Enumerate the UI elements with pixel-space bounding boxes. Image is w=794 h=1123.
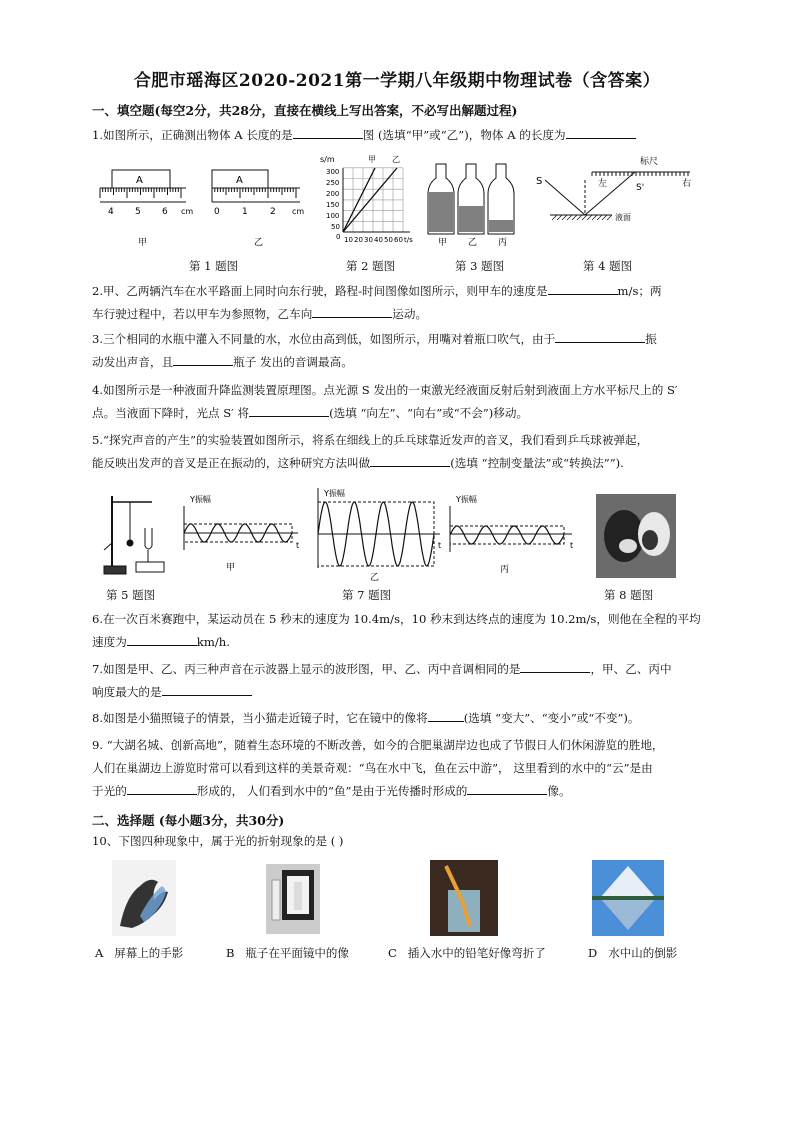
- q7-text-c: 响度最大的是: [92, 685, 162, 699]
- option-c-letter: C: [388, 946, 397, 960]
- fig2-xtick: 10: [344, 236, 353, 244]
- wave-bing-ylabel: Y振幅: [456, 495, 477, 504]
- question-6: [92, 608, 702, 654]
- bottle-yi: [458, 164, 484, 234]
- wave-jia-t: t: [296, 541, 300, 550]
- fig1-tick-4: 4: [108, 207, 114, 217]
- q4-text-b: 点。当液面下降时，光点 S′ 将: [92, 406, 250, 420]
- fig1-unit-left: cm: [181, 207, 194, 216]
- option-c-pencil-water-image: [430, 860, 498, 936]
- caption-fig1: 第 1 题图: [189, 259, 239, 273]
- q9-text-d: 形成的， 人们看到水中的“鱼”是由于光传播时形成的: [196, 784, 468, 798]
- option-d[interactable]: [588, 945, 677, 961]
- fig2-xlabel: t/s: [404, 236, 413, 244]
- option-c[interactable]: [388, 945, 546, 961]
- q8-text-a: 8.如图是小猫照镜子的情景，当小猫走近镜子时，它在镜中的像将: [92, 711, 428, 725]
- fig4-incident-ray: [545, 180, 585, 215]
- question-8: [92, 707, 702, 730]
- option-d-text: 水中山的倒影: [608, 946, 678, 960]
- wave-jia-ylabel: Y振幅: [190, 495, 211, 504]
- q2-blank-2[interactable]: [312, 304, 392, 318]
- wave-bing-name: 丙: [500, 565, 510, 575]
- wave-yi-ylabel: Y振幅: [324, 489, 345, 498]
- q2-text-a: 2.甲、乙两辆汽车在水平路面上同时向东行驶，路程-时间图像如图所示，则甲车的速度是: [92, 284, 548, 298]
- fig1-tick-5: 5: [135, 207, 141, 217]
- q5-text-b: 能反映出发声的音叉是正在振动的，这种研究方法叫做: [92, 456, 371, 470]
- q1-blank-1[interactable]: [293, 125, 363, 139]
- q3-blank-1[interactable]: [555, 329, 645, 343]
- fig4-right-label: 右: [682, 179, 692, 189]
- question-3: [92, 328, 702, 374]
- q7-blank-1[interactable]: [520, 659, 590, 673]
- caption-fig7: 第 7 题图: [342, 588, 392, 602]
- fig2-xtick: 30: [364, 236, 373, 244]
- fig2-graph: [320, 155, 413, 244]
- section-fill-in-heading: 一、填空题(每空2分，共28分，直接在横线上写出答案，不必写出解题过程): [92, 103, 518, 118]
- section-choice-heading: 二、选择题 (每小题3分，共30分): [92, 813, 285, 828]
- fig2-xtick: 50: [384, 236, 393, 244]
- q10-option-images: [0, 856, 794, 940]
- q9-text-a: 9. “大湖名城、创新高地”，随着生态环境的不断改善，如今的合肥巢湖岸边也成了节假日人们休闲游览的胜地，: [92, 738, 664, 752]
- question-10: 10、下图四种现象中，属于光的折射现象的是 ( ): [92, 834, 344, 848]
- wave-jia: [184, 494, 299, 573]
- fig4-image-label: S': [636, 183, 645, 193]
- fig2-label-jia: 甲: [368, 155, 376, 164]
- option-d-mountain-reflection-image: [592, 860, 664, 936]
- fig2-ytick: 250: [326, 179, 340, 187]
- fig4-source-label: S: [536, 176, 543, 187]
- fig2-xtick: 40: [374, 236, 383, 244]
- q1-text-b: 图 (选填“甲”或“乙”)，物体 A 的长度为: [362, 128, 566, 142]
- q9-blank-2[interactable]: [467, 781, 547, 795]
- fig2-xtick: 60: [394, 236, 403, 244]
- q5-text-a: 5.“探究声音的产生”的实验装置如图所示，将系在细线上的乒乓球靠近发声的音叉，我们看到乒乓球被弹起，: [92, 433, 649, 447]
- caption-fig4: 第 4 题图: [583, 259, 633, 273]
- q1-blank-2[interactable]: [566, 125, 636, 139]
- q5-blank-1[interactable]: [370, 453, 450, 467]
- fig2-xtick: 20: [354, 236, 363, 244]
- q2-text-d: 运动。: [392, 307, 428, 321]
- caption-fig5: 第 5 题图: [106, 588, 156, 602]
- option-a-hand-shadow-image: [112, 860, 176, 936]
- q8-blank-1[interactable]: [428, 708, 464, 722]
- fig1-tick-0: 0: [214, 207, 220, 217]
- figures-row-1: [0, 150, 794, 258]
- fig2-ytick: 150: [326, 201, 340, 209]
- fig2-ytick: 300: [326, 168, 340, 176]
- fig1-caption-yi: 乙: [254, 238, 264, 248]
- question-7: [92, 658, 702, 704]
- option-b-letter: B: [226, 946, 235, 960]
- option-a-text: 屏幕上的手影: [114, 946, 184, 960]
- fig4-left-label: 左: [598, 179, 608, 189]
- fig1-object-label-left: A: [136, 175, 143, 186]
- q6-text-b: 速度为: [92, 635, 127, 649]
- q6-text-c: km/h.: [196, 635, 230, 649]
- q8-text-b: (选填 “变大”、“变小”或“不变”)。: [463, 711, 640, 725]
- fig3-bottles: [428, 164, 514, 234]
- q2-blank-1[interactable]: [548, 281, 618, 295]
- fig1-ruler-jia: [100, 170, 193, 248]
- q6-blank-1[interactable]: [127, 632, 197, 646]
- fig2-ylabel: s/m: [320, 155, 335, 164]
- fig2-label-yi: 乙: [392, 155, 400, 164]
- fig2-ytick: 100: [326, 212, 340, 220]
- wave-yi-name: 乙: [370, 573, 380, 583]
- q1-text-a: 1.如图所示，正确测出物体 A 长度的是: [92, 128, 293, 142]
- fig3-label-jia: 甲: [438, 238, 448, 248]
- q4-blank-1[interactable]: [249, 403, 329, 417]
- q4-text-c: (选填 “向左”、“向右”或“不会”)移动。: [329, 406, 529, 420]
- q9-text-c: 于光的: [92, 784, 127, 798]
- wave-yi: [318, 488, 441, 583]
- option-c-text: 插入水中的铅笔好像弯折了: [407, 946, 546, 960]
- q3-text-d: 瓶子 发出的音调最高。: [233, 355, 353, 369]
- q6-text-a: 6.在一次百米赛跑中，某运动员在 5 秒末的速度为 10.4m/s，10 秒末到达终点的速度为 10.2m/s，则他在全程的平均: [92, 612, 701, 626]
- q2-text-b: m/s；两: [617, 284, 662, 298]
- q3-text-a: 3.三个相同的水瓶中灌入不同量的水，水位由高到低，如图所示，用嘴对着瓶口吹气，由于: [92, 332, 556, 346]
- caption-fig3: 第 3 题图: [455, 259, 505, 273]
- option-b-bottle-mirror-image: [266, 864, 320, 934]
- fig1-tick-1: 1: [242, 207, 248, 217]
- fig2-ytick: 0: [336, 233, 341, 241]
- fig5-apparatus: [104, 496, 164, 574]
- wave-bing-t: t: [570, 541, 574, 550]
- fig2-ytick: 200: [326, 190, 340, 198]
- q9-text-b: 人们在巢湖边上游览时常可以看到这样的美景奇观：“鸟在水中飞，鱼在云中游”， 这里看到的水中的“云”是由: [92, 761, 653, 775]
- fig1-object-label-right: A: [236, 175, 243, 186]
- q3-blank-2[interactable]: [173, 352, 233, 366]
- q9-text-e: 像。: [547, 784, 571, 798]
- q7-text-b: ，甲、乙、丙中: [590, 662, 672, 676]
- fig3-label-yi: 乙: [468, 238, 478, 248]
- question-2: [92, 280, 702, 326]
- question-5: [92, 429, 702, 475]
- option-b-text: 瓶子在平面镜中的像: [245, 946, 349, 960]
- page-title: 合肥市瑶海区2020-2021第一学期八年级期中物理试卷（含答案）: [133, 71, 661, 91]
- fig1-ruler-yi: [212, 170, 304, 248]
- q3-text-b: 振: [645, 332, 657, 346]
- fig1-caption-jia: 甲: [138, 238, 148, 248]
- q2-text-c: 车行驶过程中，若以甲车为参照物，乙车向: [92, 307, 313, 321]
- question-4: [92, 379, 702, 425]
- fig4-ruler-label: 标尺: [640, 157, 659, 167]
- question-9: [92, 734, 702, 803]
- fig2-ytick: 50: [331, 223, 340, 231]
- option-b[interactable]: [226, 945, 349, 961]
- option-a[interactable]: [95, 945, 183, 961]
- fig1-tick-6: 6: [162, 207, 168, 217]
- caption-fig8: 第 8 题图: [604, 588, 654, 602]
- figures-row-2: [0, 488, 794, 584]
- q7-blank-2[interactable]: [162, 682, 252, 696]
- q4-text-a: 4.如图所示是一种液面升降监测装置原理图。点光源 S 发出的一束激光经液面反射后射到液面上方水平标尺上的 S′: [92, 383, 678, 397]
- fig8-cat-mirror-photo: [596, 494, 676, 578]
- wave-yi-t: t: [438, 541, 442, 550]
- question-1: [92, 124, 702, 147]
- caption-fig2: 第 2 题图: [346, 259, 396, 273]
- wave-bing: [450, 494, 573, 575]
- fig4-reflected-ray: [585, 172, 635, 215]
- fig4-diagram: [536, 155, 691, 222]
- option-d-letter: D: [588, 946, 598, 960]
- fig1-unit-right: cm: [292, 207, 305, 216]
- wave-jia-name: 甲: [226, 563, 236, 573]
- q5-text-c: (选填 “控制变量法”或“转换法””).: [450, 456, 624, 470]
- fig3-label-bing: 丙: [498, 238, 508, 248]
- q7-text-a: 7.如图是甲、乙、丙三种声音在示波器上显示的波形图，甲、乙、丙中音调相同的是: [92, 662, 521, 676]
- bottle-jia: [428, 164, 454, 234]
- fig1-tick-2: 2: [270, 207, 276, 217]
- option-a-letter: A: [95, 946, 104, 960]
- q3-text-c: 动发出声音，且: [92, 355, 174, 369]
- bottle-bing: [488, 164, 514, 234]
- fig4-liquid-label: 液面: [615, 213, 631, 222]
- q9-blank-1[interactable]: [127, 781, 197, 795]
